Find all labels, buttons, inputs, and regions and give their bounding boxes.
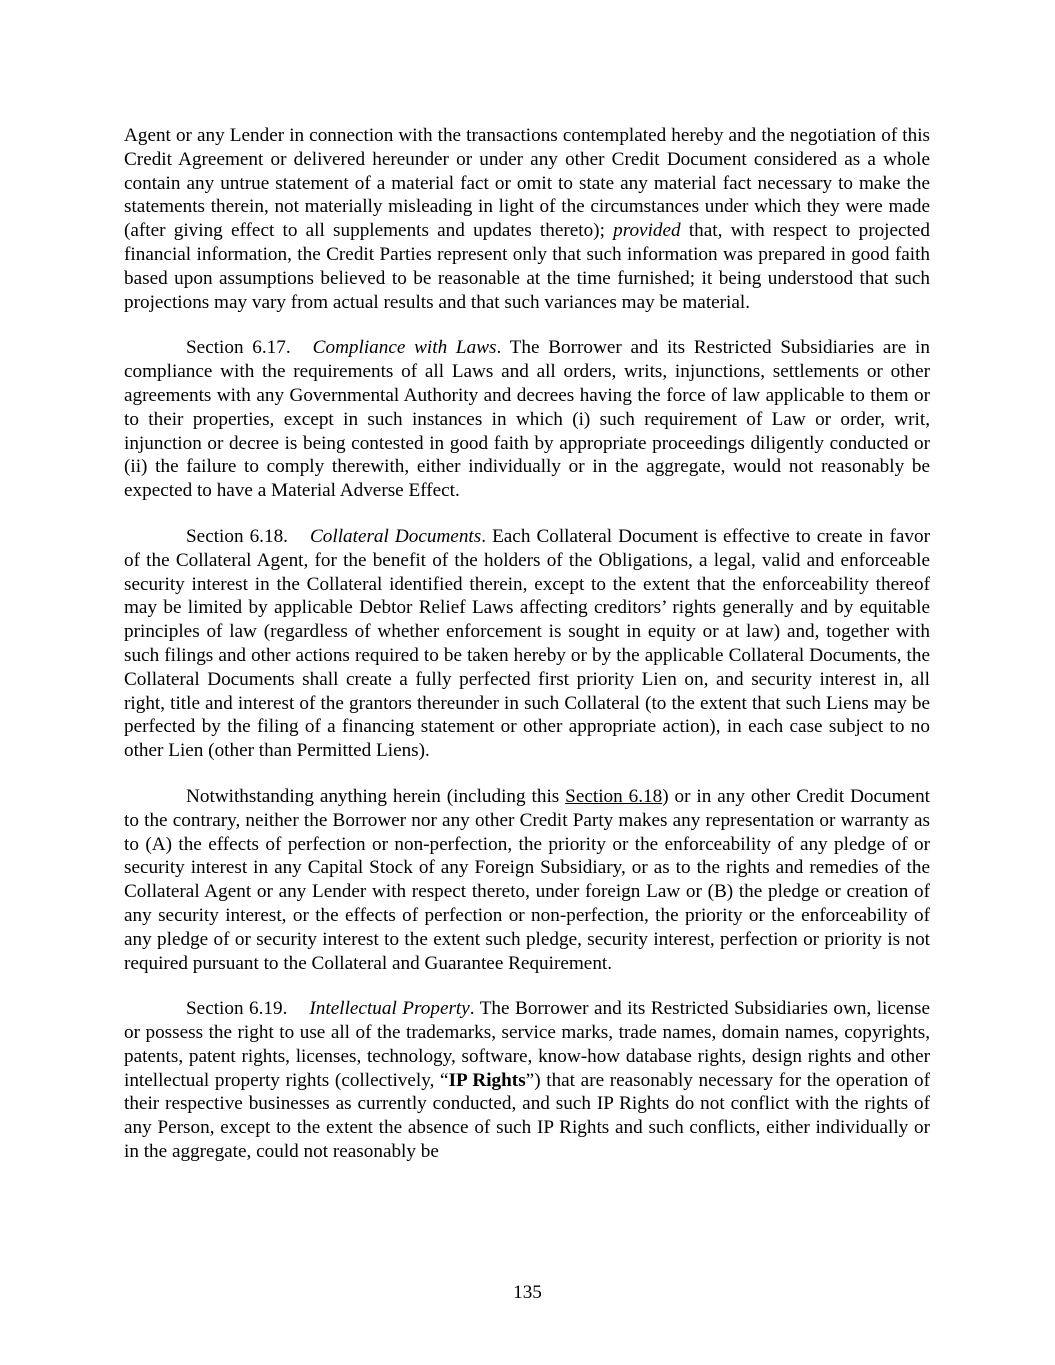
section-body: . Each Collateral Document is effective to create in favor of the Collateral Agent, for the benefit of the holders of the Obligations, a legal, valid and enforceable security interest in the Collateral identified therein, except to the extent that the enforceability thereof may be limited by applicable Debtor Relief Laws affecting creditors’ rights generally and by equitable principles of law (regardless of whether enforcement is sought in equity or at law) and, together with such filings and other actions required to be taken hereby or by the applicable Collateral Documents, the Collateral Documents shall create a fully perfected first priority Lien on, and security interest in, all right, title and interest of the grantors thereunder in such Collateral (to the extent that such Liens may be perfected by the filing of a financing statement or other appropriate action), in each case subject to no other Lien (other than Permitted Liens). (124, 525, 930, 762)
section-body: . The Borrower and its Restricted Subsidiaries are in compliance with the requirements of all Laws and all orders, writs, injunctions, settlements or other agreements with any Governmental Authority and decrees having the force of law applicable to them or to their properties, except in such instances in which (i) such requirement of Law or order, writ, injunction or decree is being contested in good faith by appropriate proceedings diligently conducted or (ii) the failure to comply therewith, either individually or in the aggregate, would not reasonably be expected to have a Material Adverse Effect. (124, 337, 930, 502)
section-number: Section 6.17. (186, 337, 291, 359)
paragraph-text: ) or in any other Credit Document to the contrary, neither the Borrower nor any other Credit Party makes any representation or warranty as to (A) the effects of perfection or non-perfection, the priority or the enforceability of any pledge of or security interest in any Capital Stock of any Foreign Subsidiary, or as to the rights and remedies of the Collateral Agent or any Lender with respect thereto, under foreign Law or (B) the pledge or creation of any security interest, or the effects of perfection or non-perfection, the priority or the enforceability of any pledge of or security interest to the extent such pledge, security interest, perfection or priority is not required pursuant to the Collateral and Guarantee Requirement. (124, 785, 930, 974)
section-heading: Compliance with Laws (312, 337, 497, 359)
section-6-18-paragraph (124, 525, 930, 763)
ip-rights-defined-term: IP Rights (448, 1069, 526, 1091)
paragraph-text: Notwithstanding anything herein (including this (186, 785, 566, 807)
paragraph-text: that, with respect to projected financial information, the Credit Parties represent only that such information was prepared in good faith based upon assumptions believed to be reasonable at the time furnished; it being understood that such projections may vary from actual results and that such variances may be material. (124, 220, 930, 313)
notwithstanding-paragraph (124, 785, 930, 975)
section-body: ”) that are reasonably necessary for the operation of their respective businesses as currently conducted, and such IP Rights do not conflict with the rights of any Person, except to the extent the absence of such IP Rights and such conflicts, either individually or in the aggregate, could not reasonably be (124, 1069, 931, 1163)
section-heading: Collateral Documents (309, 525, 482, 547)
document-page (124, 124, 930, 1186)
page-number: 135 (513, 1282, 542, 1303)
section-number: Section 6.18. (186, 525, 288, 547)
paragraph-text: Agent or any Lender in connection with the transactions contemplated hereby and the negotiation of this Credit Agreement or delivered hereunder or under any other Credit Document considered as a whole contain any untrue statement of a material fact or omit to state any material fact necessary to make the statements therein, not materially misleading in light of the circumstances under which they were made (after giving effect to all supplements and updates thereto); (124, 125, 930, 242)
section-6-19-paragraph (124, 997, 930, 1164)
paragraph-disclosure-continuation (124, 124, 930, 314)
section-number: Section 6.19. (186, 998, 288, 1020)
section-body: . The Borrower and its Restricted Subsidiaries own, license or possess the right to use all of the trademarks, service marks, trade names, domain names, copyrights, patents, patent rights, licenses, technology, software, know-how database rights, design rights and other intellectual property rights (collectively, “ (124, 998, 930, 1091)
section-heading: Intellectual Property (309, 998, 470, 1020)
section-6-17-paragraph (124, 336, 930, 503)
section-6-18-reference: Section 6.18 (565, 785, 663, 807)
provided-italic: provided (613, 220, 681, 242)
